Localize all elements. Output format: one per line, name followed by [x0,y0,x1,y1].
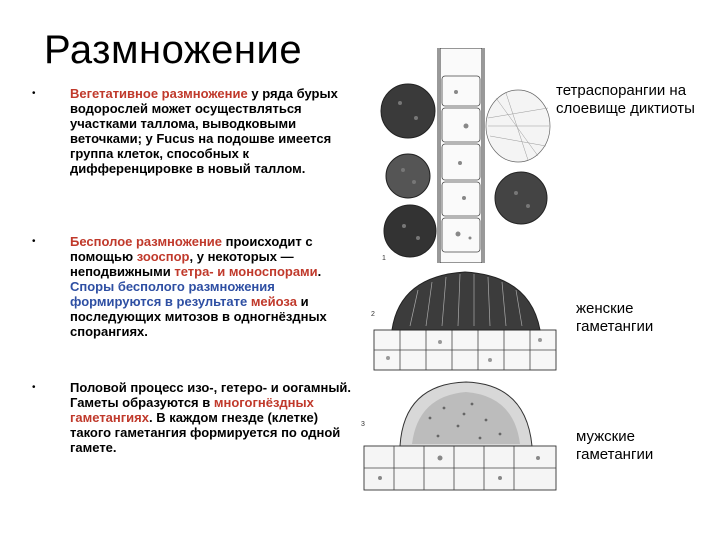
male-gametangia-illustration [360,378,560,493]
slide-title: Размножение [44,28,303,72]
caption-tetrasporangia: тетраспорангии на слоевище диктиоты [556,82,695,117]
term-asexual: Бесполое размножение [70,234,223,249]
text-spores-formed: Споры бесполого размножения формируются в результате [70,279,275,309]
figure-number-3: 3 [361,421,365,428]
term-tetraspores: тетра- и моноспорами [174,264,318,279]
text-segment: происходит с помощью [70,234,313,264]
term-vegetative: Вегетативное размножение [70,86,248,101]
term-gametangia: многогнёздных гаметангиях [70,395,314,425]
bullet-marker: • [32,382,36,393]
term-zoospores: зооспор [136,249,190,264]
tetrasporangia-illustration [378,48,553,263]
text-segment: . [317,264,322,279]
term-meiosis: мейоза [250,294,297,309]
bullet-text [70,380,360,455]
female-gametangia-illustration [370,268,560,373]
bullet-marker: • [32,236,36,247]
figure-number-1: 1 [382,255,386,262]
figure-number-2: 2 [371,311,375,318]
bullet-marker: • [32,88,36,99]
text-segment: Половой процесс изо-, гетеро- и оогамный. Гаметы образуются в [70,380,352,410]
bullet-text [70,234,360,339]
caption-male-gametangia: мужские гаметангии [576,428,654,463]
caption-female-gametangia: женские гаметангии [576,300,654,335]
text-segment: и последующих митозов в одногнёздных спорангиях. [70,294,327,339]
text-segment: , у некоторых — неподвижными [70,249,294,279]
text-segment: у ряда бурых водорослей может осуществляться участками таллома, выводковыми веточками; у Fucus на подошве имеется группа клеток, способных к дифференцировке в новый таллом. [70,86,338,176]
bullet-text [70,86,360,176]
text-segment: . В каждом гнезде (клетке) такого гаметангия формируется по одной гамете. [70,410,341,455]
